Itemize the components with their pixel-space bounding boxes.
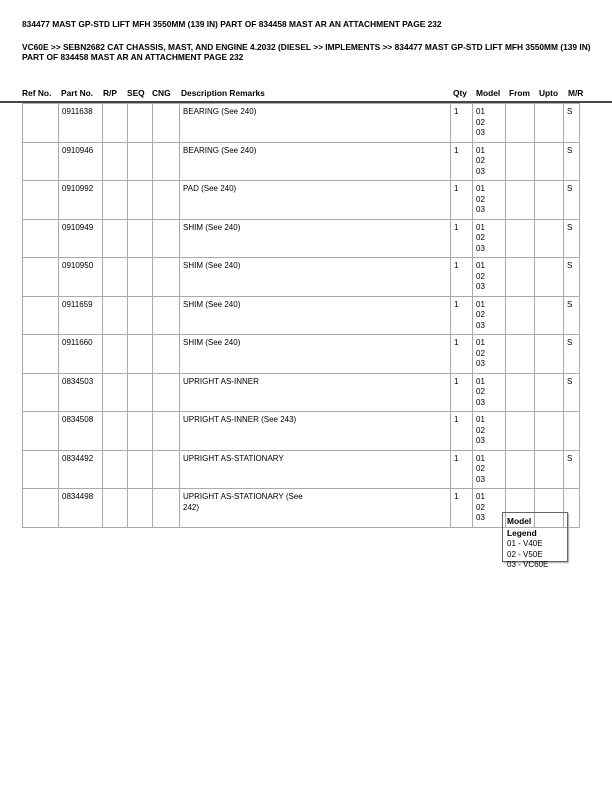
model-code: 03 [476,282,485,291]
cell: 1 [451,258,473,297]
table-row [23,104,580,143]
cell: 0911660 [59,335,103,374]
column-header: Qty [453,88,467,98]
cell [23,181,59,220]
cell [153,450,180,489]
column-header: From [509,88,530,98]
model-code: 02 [476,464,485,473]
cell [473,373,506,412]
model-code: 02 [476,271,485,281]
cell [23,489,59,528]
table-row [23,412,580,451]
table-row [23,258,580,297]
table-row [23,450,580,489]
cell [506,219,535,258]
cell: 1 [451,219,473,258]
cell [564,412,580,451]
cell [535,142,564,181]
cell: PAD (See 240) [180,181,451,220]
cell [506,181,535,220]
cell [535,258,564,297]
cell [535,219,564,258]
column-header: Description Remarks [181,88,265,98]
parts-table [22,103,580,528]
cell [473,412,506,451]
cell [535,181,564,220]
cell: 0834492 [59,450,103,489]
cell [23,219,59,258]
model-code: 01 [476,299,485,309]
model-code: 03 [476,128,485,137]
model-code: 02 [476,348,485,358]
cell [473,335,506,374]
cell: 1 [451,296,473,335]
model-code: 01 [476,184,485,193]
cell: 0910949 [59,219,103,258]
cell: S [564,104,580,143]
cell [23,142,59,181]
model-code: 02 [476,502,485,512]
legend-item: 02 - V50E [507,549,543,559]
cell [23,258,59,297]
column-header: CNG [152,88,171,98]
model-code: 02 [476,156,485,165]
model-code: 03 [476,205,485,214]
cell: UPRIGHT AS-INNER [180,373,451,412]
cell [506,335,535,374]
cell [128,181,153,220]
cell [103,142,128,181]
cell [23,296,59,335]
model-code: 03 [476,320,485,330]
cell: SHIM (See 240) [180,219,451,258]
cell [535,373,564,412]
model-code: 01 [476,107,485,116]
cell [473,489,506,528]
cell: 1 [451,181,473,220]
cell [23,412,59,451]
legend-item: 03 - VC60E [507,560,549,569]
cell: 0911659 [59,296,103,335]
column-header: Upto [539,88,559,98]
cell: 1 [451,373,473,412]
cell: S [564,373,580,412]
cell [23,373,59,412]
cell [473,181,506,220]
cell [103,219,128,258]
cell [153,296,180,335]
cell: S [564,181,580,220]
cell [506,104,535,143]
cell [506,450,535,489]
cell: 0834508 [59,412,103,451]
cell: 0834498 [59,489,103,528]
cell: UPRIGHT AS-STATIONARY [180,450,451,489]
cell [103,104,128,143]
cell: S [564,450,580,489]
cell [128,412,153,451]
cell [473,219,506,258]
table-row [23,181,580,220]
model-code: 01 [476,376,485,386]
cell [128,104,153,143]
cell: UPRIGHT AS-INNER (See 243) [180,412,451,451]
page-title: 834477 MAST GP-STD LIFT MFH 3550MM (139 IN) PART OF 834458 MAST AR AN ATTACHMENT PAGE 232 [22,19,442,29]
cell [535,450,564,489]
model-code: 01 [476,453,485,463]
cell [103,412,128,451]
cell [473,142,506,181]
cell [103,335,128,374]
cell [128,335,153,374]
model-code: 03 [476,243,485,253]
model-code: 01 [476,222,485,232]
column-header: Ref No. [22,88,52,98]
cell [103,489,128,528]
column-header: SEQ [127,88,145,98]
cell [153,489,180,528]
cell: BEARING (See 240) [180,104,451,143]
legend-item: 01 - V40E [507,539,543,548]
cell [153,412,180,451]
cell: SHIM (See 240) [180,335,451,374]
model-code: 03 [476,513,485,522]
cell: S [564,219,580,258]
cell [23,335,59,374]
cell: 1 [451,104,473,143]
table-row [23,219,580,258]
cell [128,142,153,181]
cell [506,142,535,181]
model-code: 02 [476,387,485,396]
table-row [23,489,580,528]
cell: 0910992 [59,181,103,220]
model-code: 03 [476,436,485,445]
cell [128,296,153,335]
cell [23,450,59,489]
cell [153,219,180,258]
cell [153,373,180,412]
cell: UPRIGHT AS-STATIONARY (See 242) [180,489,451,528]
model-code: 01 [476,261,485,270]
model-code: 01 [476,338,485,347]
cell [128,258,153,297]
column-header: M/R [568,88,584,98]
cell: BEARING (See 240) [180,142,451,181]
model-code: 01 [476,415,485,424]
cell [153,258,180,297]
cell: 1 [451,450,473,489]
column-header: Model [476,88,501,98]
cell [103,373,128,412]
cell: 0911638 [59,104,103,143]
table-row [23,373,580,412]
cell [153,142,180,181]
cell [103,450,128,489]
cell: 1 [451,412,473,451]
cell: 0910950 [59,258,103,297]
model-code: 03 [476,397,485,407]
column-header: R/P [103,88,117,98]
legend-title: Model Legend [507,516,537,538]
cell [473,104,506,143]
model-code: 02 [476,194,485,204]
cell: SHIM (See 240) [180,296,451,335]
cell: SHIM (See 240) [180,258,451,297]
cell: 1 [451,142,473,181]
breadcrumb: VC60E >> SEBN2682 CAT CHASSIS, MAST, AND ENGINE 4.2032 (DIESEL >> IMPLEMENTS >> 834477 MAST GP-STD LIFT MFH 3550MM (139 IN) PART OF 834458 MAST AR AN ATTACHMENT PAGE 232 [22,42,591,62]
cell [128,373,153,412]
model-code: 02 [476,233,485,242]
model-code: 01 [476,492,485,501]
cell [473,296,506,335]
cell: 0910946 [59,142,103,181]
cell: 0834503 [59,373,103,412]
cell [535,296,564,335]
cell [128,450,153,489]
cell [103,296,128,335]
cell [535,412,564,451]
table-row [23,296,580,335]
table-row [23,142,580,181]
cell [153,181,180,220]
cell [506,412,535,451]
table-row [23,335,580,374]
cell: S [564,258,580,297]
model-code: 03 [476,359,485,368]
model-code: 02 [476,117,485,127]
cell: 1 [451,489,473,528]
cell [103,181,128,220]
model-code: 01 [476,145,485,155]
cell [506,258,535,297]
cell: S [564,296,580,335]
cell [473,450,506,489]
cell: S [564,142,580,181]
cell [128,489,153,528]
cell [535,104,564,143]
cell [506,296,535,335]
cell [535,335,564,374]
model-code: 02 [476,310,485,319]
cell [128,219,153,258]
cell: S [564,335,580,374]
cell [506,373,535,412]
cell [153,104,180,143]
model-legend [502,512,568,569]
model-code: 02 [476,425,485,435]
cell: 1 [451,335,473,374]
column-header: Part No. [61,88,94,98]
model-code: 03 [476,474,485,484]
cell [103,258,128,297]
cell [473,258,506,297]
cell [23,104,59,143]
cell [153,335,180,374]
model-code: 03 [476,166,485,176]
